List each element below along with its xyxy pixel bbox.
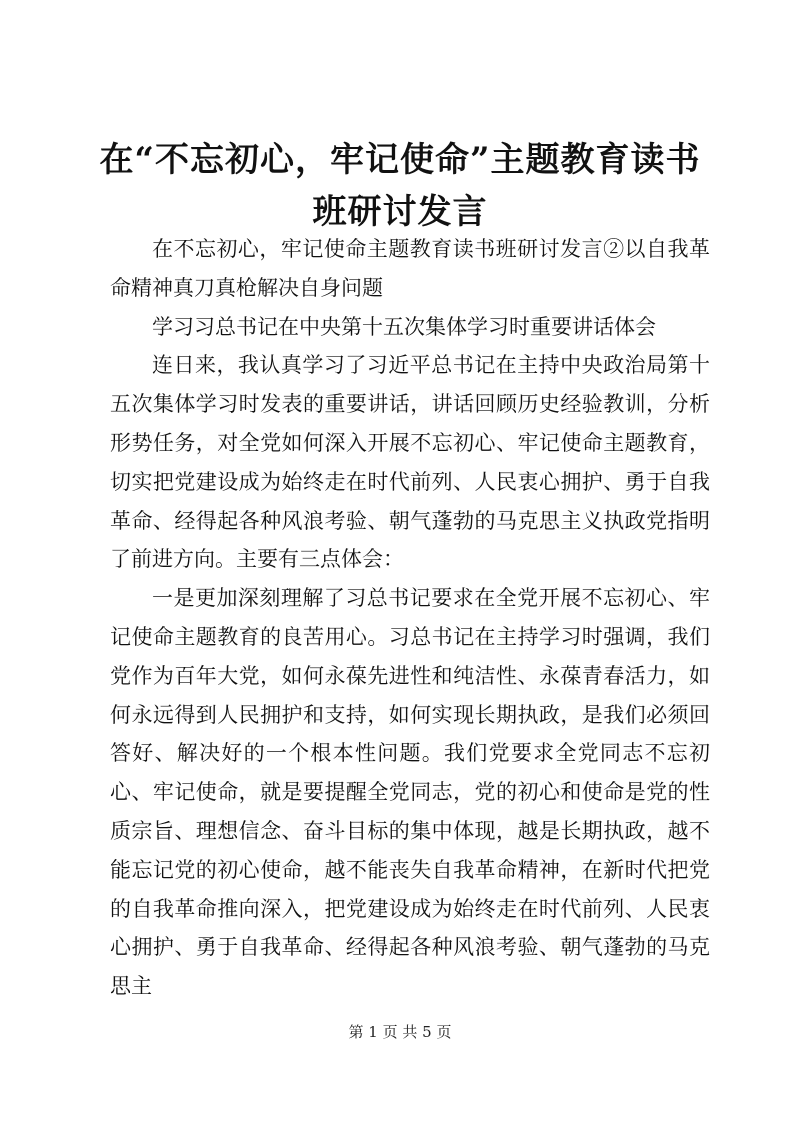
paragraph-intro: 连日来，我认真学习了习近平总书记在主持中央政治局第十五次集体学习时发表的重要讲话，讲话回顾历史经验教训，分析形势任务，对全党如何深入开展不忘初心、牢记使命主题教育，切实把党建设成为始终走在时代前列、人民衷心拥护、勇于自我革命、经得起各种风浪考验、朝气蓬勃的马克思主义执政党指明了前进方向。主要有三点体会： [110, 353, 710, 572]
paragraph-subtitle: 在不忘初心，牢记使命主题教育读书班研讨发言②以自我革命精神真刀真枪解决自身问题 [110, 237, 710, 300]
paragraph-point-one: 一是更加深刻理解了习总书记要求在全党开展不忘初心、牢记使命主题教育的良苦用心。习总书记在主持学习时强调，我们党作为百年大党，如何永葆先进性和纯洁性、永葆青春活力，如何永远得到人民拥护和支持，如何实现长期执政，是我们必须回答好、解决好的一个根本性问题。我们党要求全党同志不忘初心、牢记使命，就是要提醒全党同志，党的初心和使命是党的性质宗旨、理想信念、奋斗目标的集中体现，越是长期执政，越不能忘记党的初心使命，越不能丧失自我革命精神，在新时代把党的自我革命推向深入，把党建设成为始终走在时代前列、人民衷心拥护、勇于自我革命、经得起各种风浪考验、朝气蓬勃的马克思主 [110, 586, 710, 999]
paragraph-heading: 学习习总书记在中央第十五次集体学习时重要讲话体会 [152, 314, 656, 339]
document-body [110, 230, 710, 1006]
document-title: 在“不忘初心，牢记使命”主题教育读书班研讨发言 [99, 140, 701, 232]
page-number-footer: 第 1 页 共 5 页 [348, 1023, 452, 1041]
